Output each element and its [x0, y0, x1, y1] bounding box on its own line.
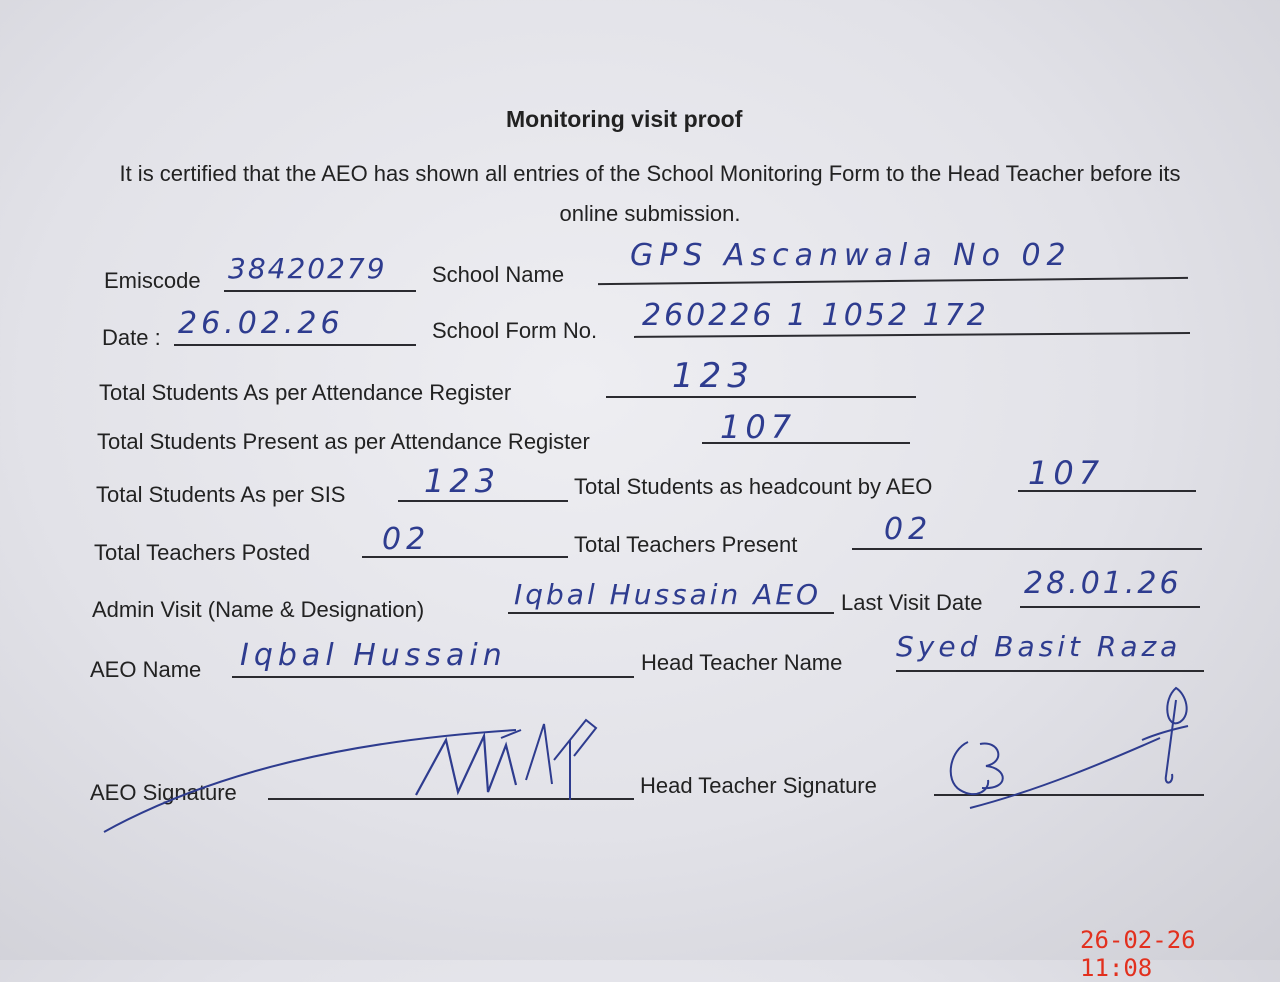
school-name-value: GPS Ascanwala No 02 — [630, 238, 1072, 273]
head-teacher-signature-label: Head Teacher Signature — [640, 773, 877, 798]
admin-visit-line — [508, 612, 834, 614]
emiscode-value: 38420279 — [228, 252, 387, 285]
total-students-register-line — [606, 396, 916, 398]
last-visit-date-value: 28.01.26 — [1024, 566, 1182, 601]
last-visit-date-label: Last Visit Date — [841, 590, 983, 615]
school-form-no-label: School Form No. — [432, 318, 598, 343]
total-students-sis-value: 123 — [424, 462, 501, 500]
teachers-present-line — [852, 548, 1202, 550]
headcount-aeo-label: Total Students as headcount by AEO — [574, 474, 933, 499]
emiscode-line — [224, 290, 416, 292]
last-visit-date-line — [1020, 606, 1200, 608]
date-label: Date : — [102, 325, 161, 350]
head-teacher-name-line — [896, 670, 1204, 672]
aeo-name-label: AEO Name — [90, 657, 202, 682]
total-students-register-label: Total Students As per Attendance Register — [99, 380, 512, 405]
school-name-label: School Name — [432, 262, 565, 287]
total-students-sis-line — [398, 500, 568, 502]
aeo-signature — [96, 700, 636, 840]
school-name-line — [598, 277, 1188, 285]
aeo-name-line — [232, 676, 634, 678]
teachers-present-value: 02 — [884, 512, 933, 547]
total-students-register-value: 123 — [672, 356, 755, 396]
aeo-name-value: Iqbal Hussain — [240, 638, 507, 673]
total-present-register-value: 107 — [720, 408, 797, 446]
form-title: Monitoring visit proof — [506, 106, 743, 132]
photo-timestamp: 26-02-26 11:08 — [1080, 926, 1196, 982]
certification-text: It is certified that the AEO has shown all entries of the School Monitoring Form to the Head Teacher before its online submission. — [119, 161, 1181, 226]
emiscode-label: Emiscode — [104, 268, 201, 293]
headcount-aeo-value: 107 — [1028, 454, 1105, 492]
date-value: 26.02.26 — [178, 306, 344, 341]
head-teacher-name-label: Head Teacher Name — [641, 650, 843, 675]
head-teacher-name-value: Syed Basit Raza — [896, 630, 1182, 663]
teachers-posted-label: Total Teachers Posted — [94, 540, 311, 565]
admin-visit-value: Iqbal Hussain AEO — [514, 578, 822, 611]
date-line — [174, 344, 416, 346]
total-present-register-label: Total Students Present as per Attendance Register — [97, 429, 590, 454]
head-teacher-signature — [930, 680, 1220, 820]
total-students-sis-label: Total Students As per SIS — [96, 482, 346, 507]
aeo-signature-label: AEO Signature — [90, 780, 237, 805]
teachers-posted-value: 02 — [382, 522, 431, 557]
teachers-present-label: Total Teachers Present — [574, 532, 798, 557]
school-form-no-value: 260226 1 1052 172 — [642, 298, 989, 333]
admin-visit-label: Admin Visit (Name & Designation) — [92, 597, 425, 622]
